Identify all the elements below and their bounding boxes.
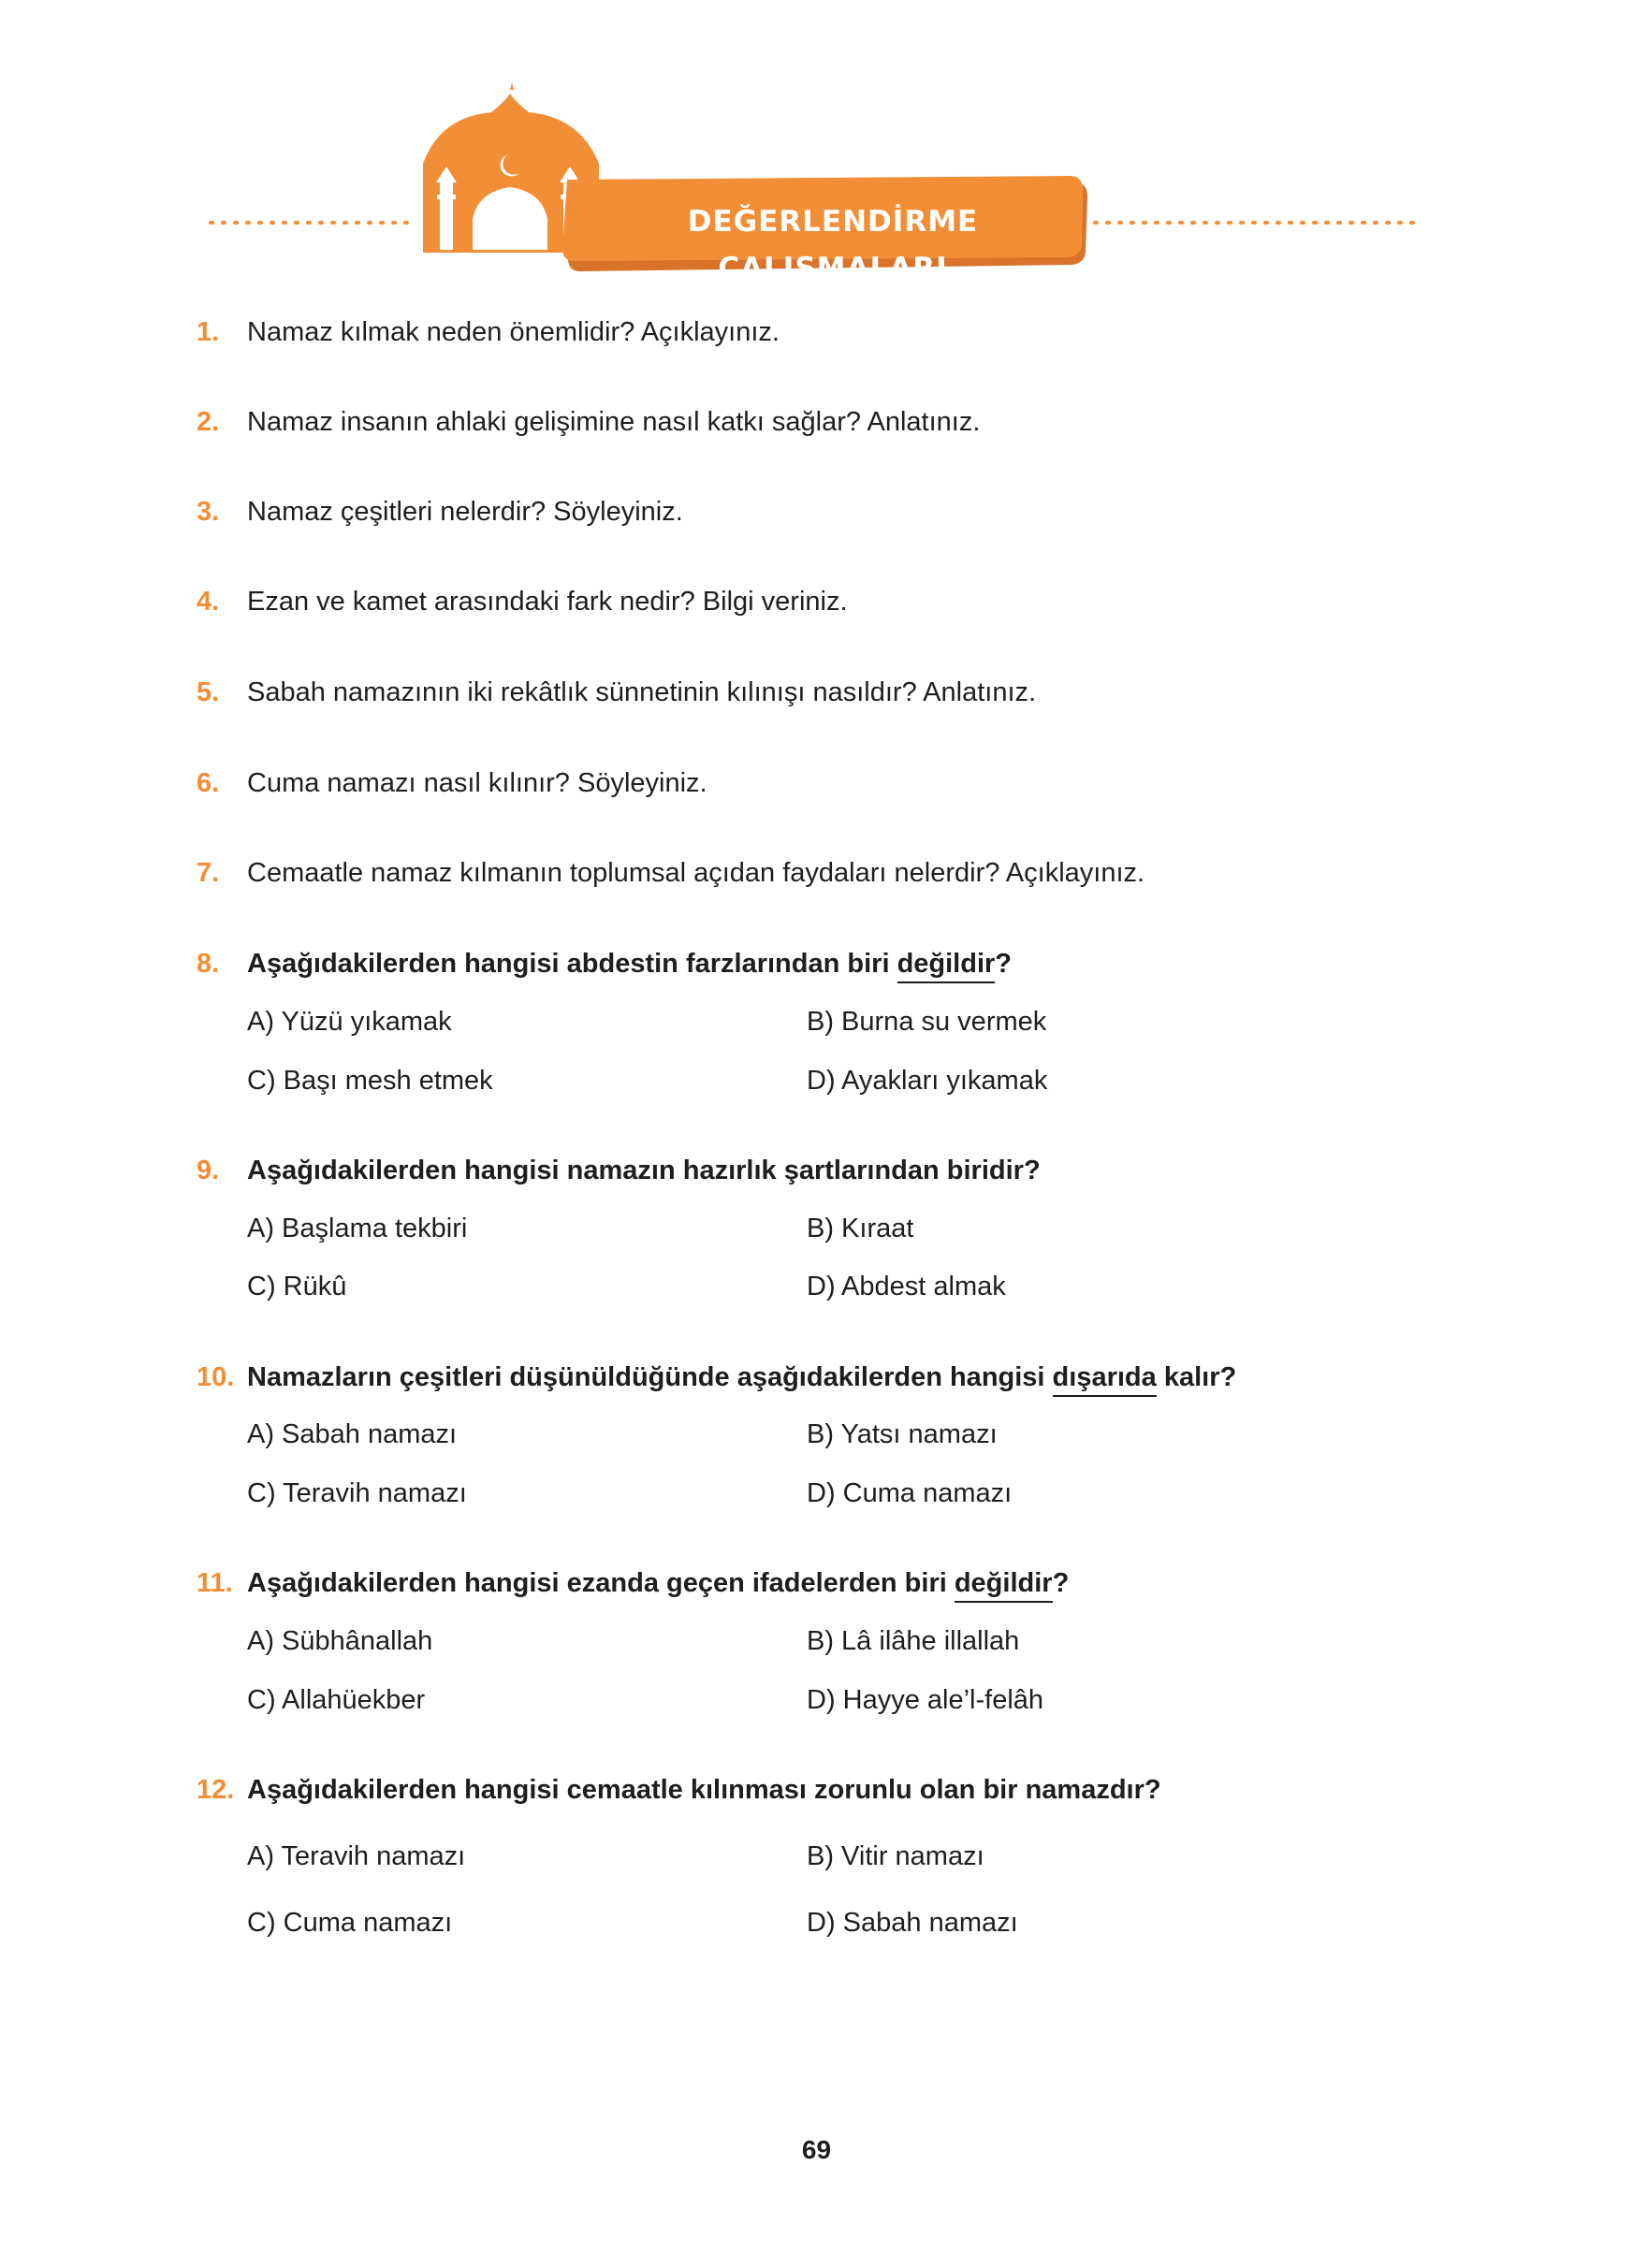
option-d: D) Cuma namazı <box>807 1478 1013 1508</box>
question-text: Aşağıdakilerden hangisi namazın hazırlık şartlarından biridir? <box>247 1156 1041 1185</box>
page-number: 69 <box>801 2135 832 2164</box>
section-title: DEĞERLENDİRME ÇALIŞMALARI <box>687 205 979 285</box>
option-c: C) Rükû <box>247 1272 347 1301</box>
option-a: A) Başlama tekbiri <box>247 1214 468 1243</box>
question-text: Namaz insanın ahlaki gelişimine nasıl katkı sağlar? Anlatınız. <box>247 407 981 437</box>
question-number: 2. <box>197 407 220 437</box>
question-text: Ezan ve kamet arasındaki fark nedir? Bilgi veriniz. <box>247 587 848 617</box>
option-b: B) Kıraat <box>807 1214 914 1243</box>
question-text: Aşağıdakilerden hangisi abdestin farzlarından biri değildir? <box>247 945 1012 982</box>
option-c: C) Teravih namazı <box>247 1478 467 1508</box>
option-b: B) Yatsı namazı <box>807 1419 998 1449</box>
option-d: D) Sabah namazı <box>807 1908 1018 1938</box>
question-text: Namaz çeşitleri nelerdir? Söyleyiniz. <box>247 497 683 527</box>
question-number: 4. <box>197 587 220 617</box>
option-c: C) Allahüekber <box>247 1685 426 1715</box>
option-d: D) Ayakları yıkamak <box>807 1066 1048 1096</box>
emphasis-underline: değildir <box>955 1568 1053 1603</box>
question-text: Cemaatle namaz kılmanın toplumsal açıdan faydaları nelerdir? Açıklayınız. <box>247 858 1145 888</box>
option-a: A) Teravih namazı <box>247 1841 466 1871</box>
option-b: B) Vitir namazı <box>807 1841 984 1871</box>
question-text: Aşağıdakilerden hangisi ezanda geçen ifadelerden biri değildir? <box>247 1564 1069 1602</box>
question-number: 8. <box>197 949 220 979</box>
question-number: 9. <box>197 1156 220 1185</box>
option-a: A) Yüzü yıkamak <box>247 1007 452 1037</box>
option-c: C) Cuma namazı <box>247 1908 453 1938</box>
question-number: 12. <box>197 1775 235 1805</box>
question-number: 7. <box>197 858 220 888</box>
option-a: A) Sabah namazı <box>247 1419 458 1449</box>
question-text: Sabah namazının iki rekâtlık sünnetinin kılınışı nasıldır? Anlatınız. <box>247 677 1037 707</box>
question-text: Cuma namazı nasıl kılınır? Söyleyiniz. <box>247 768 707 798</box>
option-b: B) Burna su vermek <box>807 1007 1047 1037</box>
emphasis-underline: dışarıda <box>1053 1362 1157 1397</box>
question-number: 6. <box>197 768 220 798</box>
question-number: 3. <box>197 497 220 527</box>
question-number: 10. <box>197 1362 235 1392</box>
option-d: D) Abdest almak <box>807 1272 1006 1301</box>
option-b: B) Lâ ilâhe illallah <box>807 1626 1020 1656</box>
question-text: Namaz kılmak neden önemlidir? Açıklayınız. <box>247 317 780 347</box>
option-a: A) Sübhânallah <box>247 1626 433 1656</box>
option-d: D) Hayye ale’l-felâh <box>807 1685 1044 1715</box>
emphasis-underline: değildir <box>897 949 996 983</box>
question-number: 1. <box>197 317 220 347</box>
question-text: Namazların çeşitleri düşünüldüğünde aşağıdakilerden hangisi dışarıda kalır? <box>247 1359 1236 1396</box>
question-number: 11. <box>197 1568 233 1598</box>
question-number: 5. <box>197 677 220 707</box>
question-text: Aşağıdakilerden hangisi cemaatle kılınması zorunlu olan bir namazdır? <box>247 1775 1161 1805</box>
option-c: C) Başı mesh etmek <box>247 1066 493 1096</box>
section-header <box>0 0 1633 290</box>
